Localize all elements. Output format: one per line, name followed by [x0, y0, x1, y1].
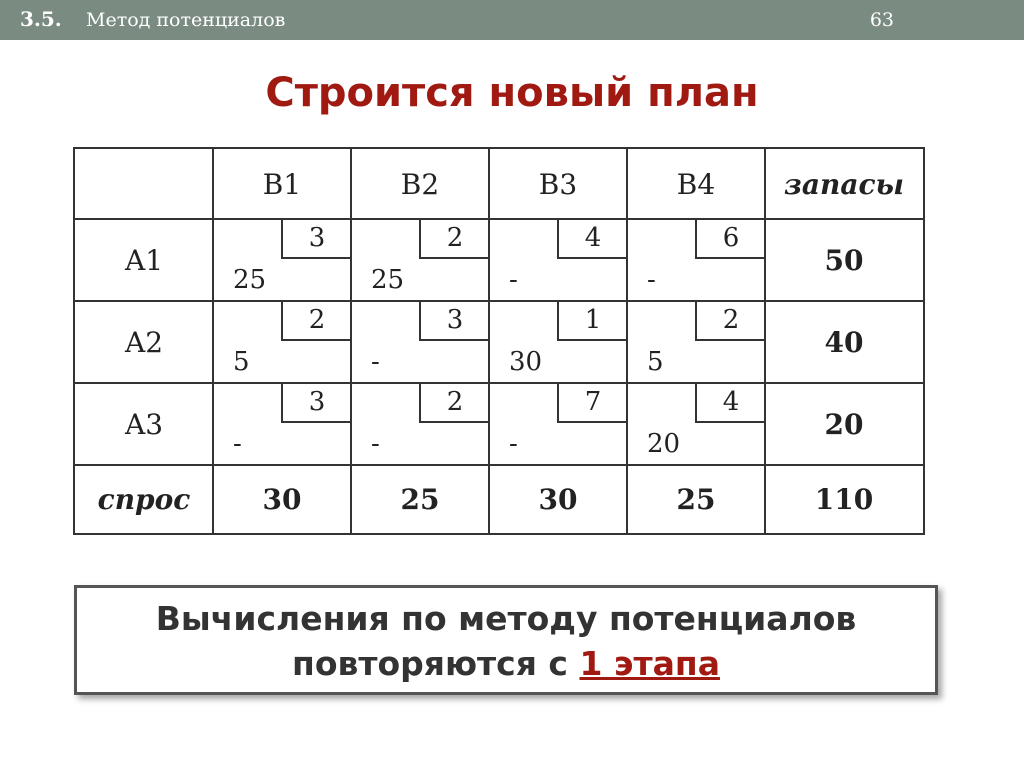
row-label-A3: A3	[124, 407, 164, 441]
cost-value: 2	[419, 383, 489, 423]
allocation-value: -	[371, 347, 380, 377]
slide-header	[0, 0, 1024, 40]
column-header-B3: B3	[538, 167, 578, 201]
supply-value: 20	[824, 407, 864, 441]
allocation-value: 25	[371, 265, 405, 295]
demand-value: 25	[400, 482, 440, 516]
note-line-2	[77, 641, 935, 686]
section-title: Метод потенциалов	[86, 9, 286, 31]
section-number: 3.5.	[20, 7, 62, 31]
cost-value: 2	[419, 219, 489, 259]
supply-value: 50	[824, 243, 864, 277]
allocation-value: -	[509, 265, 518, 295]
cost-value: 6	[695, 219, 765, 259]
allocation-value: -	[233, 429, 242, 459]
demand-value: 30	[538, 482, 578, 516]
supply-value: 40	[824, 325, 864, 359]
allocation-value: 5	[647, 347, 664, 377]
allocation-value: -	[509, 429, 518, 459]
slide-title: Строится новый план	[265, 70, 759, 116]
cost-value: 1	[557, 301, 627, 341]
column-header-B1: B1	[262, 167, 302, 201]
column-header-B4: B4	[676, 167, 716, 201]
column-header-B2: B2	[400, 167, 440, 201]
demand-value: 30	[262, 482, 302, 516]
cost-value: 7	[557, 383, 627, 423]
note-box	[74, 585, 938, 695]
allocation-value: 25	[233, 265, 267, 295]
allocation-value: 5	[233, 347, 250, 377]
note-line-2-text: повторяются с	[292, 644, 580, 683]
transport-table	[73, 147, 925, 535]
cost-value: 3	[419, 301, 489, 341]
row-label-A1: A1	[124, 243, 164, 277]
note-line-1: Вычисления по методу потенциалов	[155, 599, 857, 638]
cost-value: 2	[281, 301, 351, 341]
supply-header: запасы	[783, 167, 905, 201]
stage-link[interactable]: 1 этапа	[579, 644, 720, 683]
allocation-value: -	[647, 265, 656, 295]
demand-label: спрос	[97, 482, 191, 516]
cost-value: 4	[557, 219, 627, 259]
allocation-value: 30	[509, 347, 543, 377]
page-number: 63	[869, 9, 894, 31]
cost-value: 2	[695, 301, 765, 341]
allocation-value: -	[371, 429, 380, 459]
cost-value: 4	[695, 383, 765, 423]
row-label-A2: A2	[124, 325, 164, 359]
total-value: 110	[814, 482, 874, 516]
cost-value: 3	[281, 219, 351, 259]
allocation-value: 20	[647, 429, 681, 459]
demand-value: 25	[676, 482, 716, 516]
cost-value: 3	[281, 383, 351, 423]
